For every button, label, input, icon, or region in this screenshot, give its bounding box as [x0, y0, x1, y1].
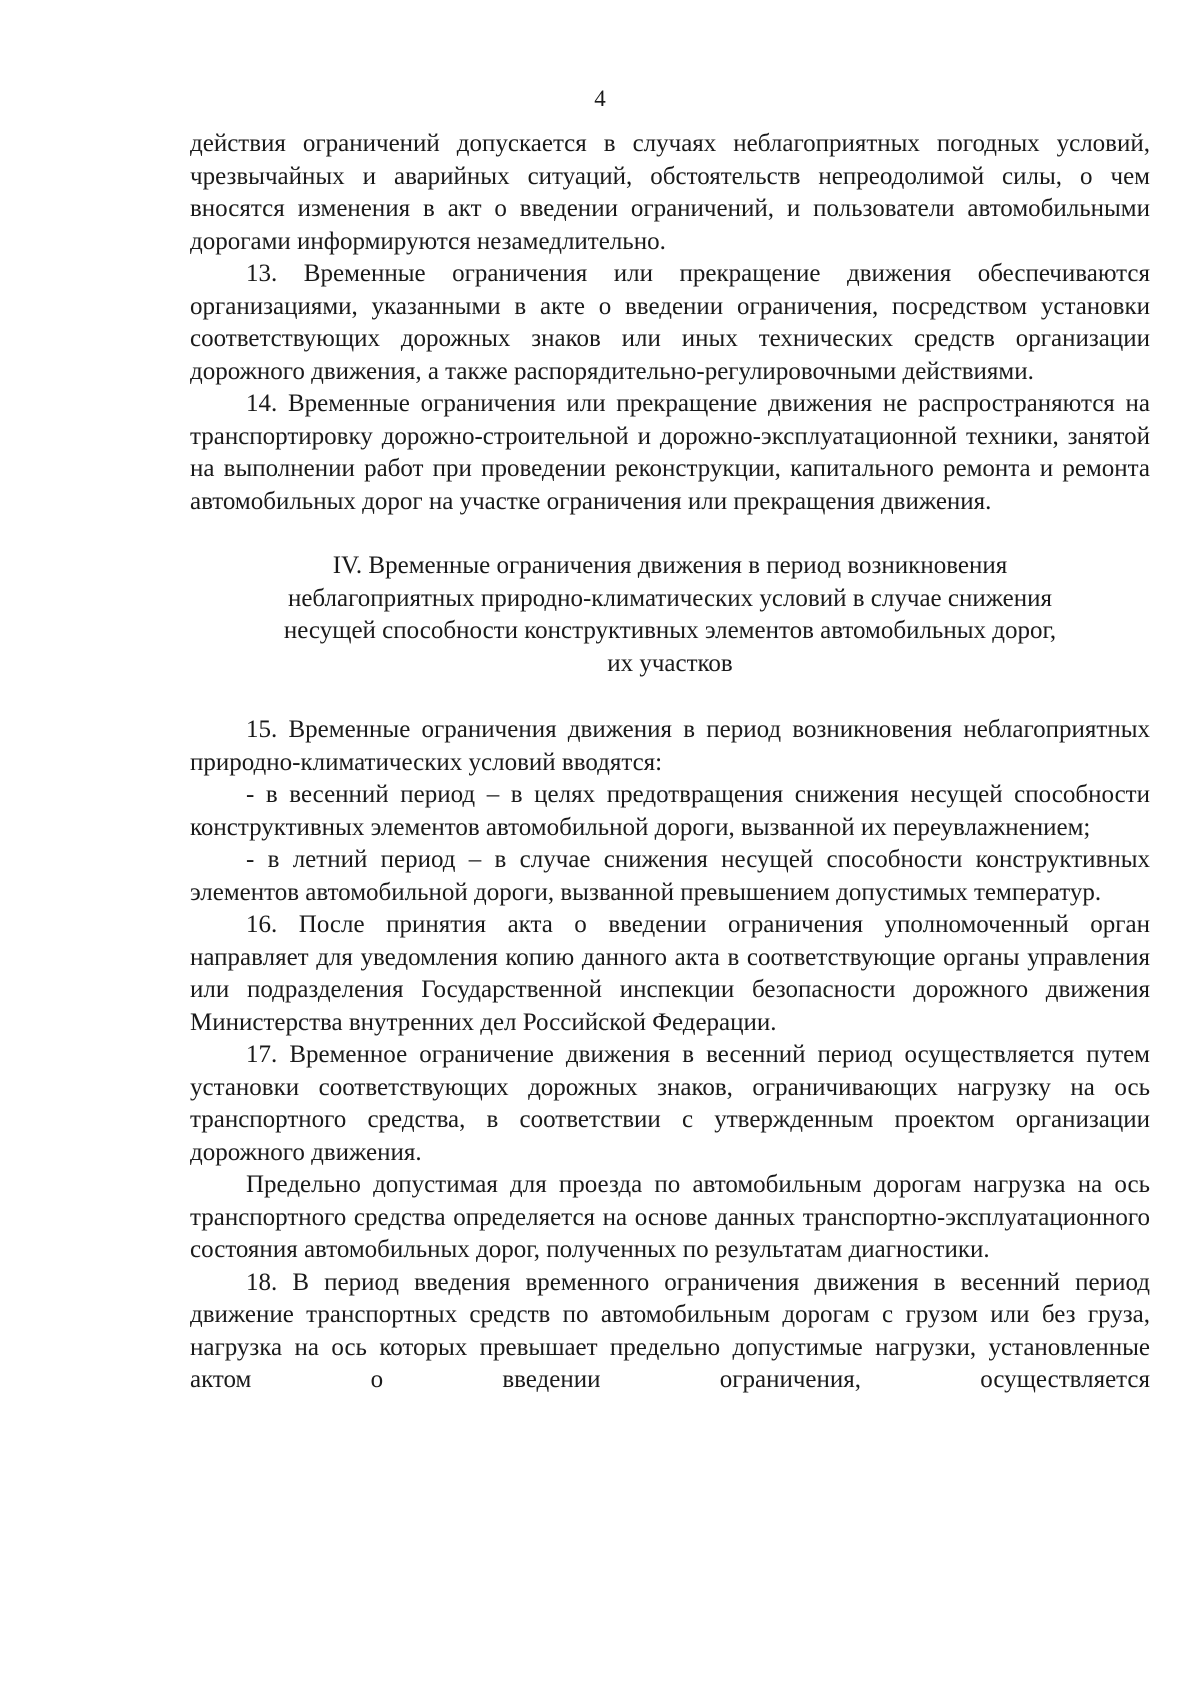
paragraph-17-axle-load: Предельно допустимая для проезда по автомобильным дорогам нагрузка на ось транспортного средства определяется на основе данных транспортно-эксплуатационного состояния автомобильных дорог, полученных по результатам диагностики. [190, 1171, 1150, 1263]
paragraph-13: 13. Временные ограничения или прекращение движения обеспечиваются организациями, указанными в акте о введении ограничения, посредством установки соответствующих дорожных знаков или иных технических средств организации дорожного движения, а также распорядительно-регулировочными действиями. [190, 260, 1150, 385]
section-heading-line-3: несущей способности конструктивных элементов автомобильных дорог, [283, 617, 1057, 644]
paragraph-17: 17. Временное ограничение движения в весенний период осуществляется путем установки соответствующих дорожных знаков, ограничивающих нагрузку на ось транспортного средства, в соответствии с утвержденным проектом организации дорожного движения. [190, 1041, 1150, 1166]
paragraph-continuation: действия ограничений допускается в случаях неблагоприятных погодных условий, чрезвычайных и аварийных ситуаций, обстоятельств непреодолимой силы, о чем вносятся изменения в акт о введении ограничений, и пользователи автомобильными дорогами информируются незамедлительно. [190, 130, 1150, 255]
paragraph-15-summer: - в летний период – в случае снижения несущей способности конструктивных элементов автомобильной дороги, вызванной превышением допустимых температур. [190, 846, 1150, 906]
page-number: 4 [594, 86, 606, 111]
paragraph-15: 15. Временные ограничения движения в период возникновения неблагоприятных природно-климатических условий вводятся: [190, 716, 1150, 776]
paragraph-15-spring: - в весенний период – в целях предотвращения снижения несущей способности конструктивных элементов автомобильной дороги, вызванной их переувлажнением; [190, 781, 1150, 841]
paragraph-18: 18. В период введения временного ограничения движения в весенний период движение транспортных средств по автомобильным дорогам с грузом или без груза, нагрузка на ось которых превышает предельно допустимые нагрузки, установленные актом о введении ограничения, осуществляется [190, 1268, 1150, 1393]
paragraph-16: 16. После принятия акта о введении ограничения уполномоченный орган направляет для уведомления копию данного акта в соответствующие органы управления или подразделения Государственной инспекции безопасности дорожного движения Министерства внутренних дел Российской Федерации. [190, 911, 1150, 1036]
section-heading-line-2: неблагоприятных природно-климатических условий в случае снижения [287, 584, 1053, 612]
paragraph-14: 14. Временные ограничения или прекращение движения не распространяются на транспортировку дорожно-строительной и дорожно-эксплуатационной техники, занятой на выполнении работ при проведении реконструкции, капитального ремонта и ремонта автомобильных дорог на участке ограничения или прекращения движения. [190, 390, 1150, 515]
section-heading-line-4: их участков [607, 649, 733, 677]
document-body [190, 128, 1150, 1397]
section-heading-line-1: IV. Временные ограничения движения в период возникновения [332, 552, 1008, 579]
section-heading [190, 550, 1150, 680]
